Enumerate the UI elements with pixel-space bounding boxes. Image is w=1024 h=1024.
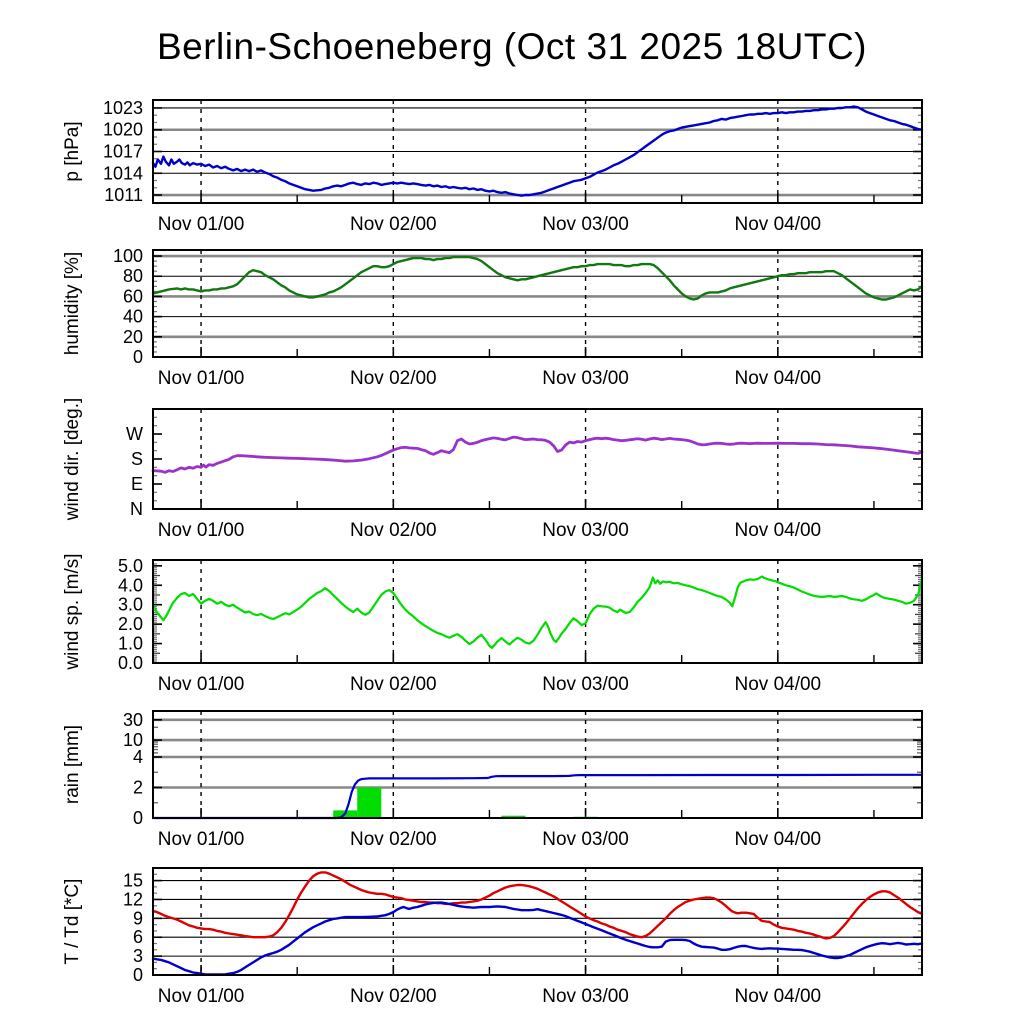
x-tick-label: Nov 04/00 [734,214,822,235]
x-tick-label: Nov 04/00 [734,829,822,850]
rain-ytick-label: 10 [122,730,143,751]
humidity-border [153,250,922,357]
temp-panel [62,868,922,1007]
wind_speed-axis-title: wind sp. [m/s] [62,553,83,670]
temp-ytick-label: 6 [132,927,143,948]
wind_speed-ytick-label: 0.0 [117,653,143,673]
temp-ytick-label: 0 [132,965,143,985]
humidity-ytick-label: 20 [122,326,143,347]
wind_speed-border [153,560,922,663]
humidity-ytick-label: 80 [122,266,143,287]
wind_dir-ytick-label: S [130,449,143,469]
temp-border [153,868,922,975]
x-tick-label: Nov 02/00 [350,214,437,235]
pressure-ytick-label: 1017 [102,141,143,162]
rain-ytick-label: 0 [132,808,143,828]
x-tick-label: Nov 02/00 [350,368,437,389]
pressure-panel [62,98,922,235]
humidity-axis-title: humidity [%] [62,251,83,356]
wind_dir-ytick-label: E [130,474,143,494]
rain-accumulated-line [153,775,922,818]
temperature-line [153,872,922,938]
wind_dir-panel [62,398,922,541]
temp-ytick-label: 12 [122,889,143,910]
wind-speed-line [153,577,922,648]
rain-border [153,711,922,818]
temp-ytick-label: 9 [132,908,143,929]
wind_speed-panel [62,553,922,695]
rain-axis-title: rain [mm] [62,724,83,805]
chart-title: Berlin-Schoeneberg (Oct 31 2025 18UTC) [156,26,868,67]
pressure-axis-title: p [hPa] [62,121,83,182]
x-tick-label: Nov 04/00 [734,986,822,1007]
wind_dir-border [153,409,922,509]
temp-axis-title: T / Td [*C] [62,878,83,965]
rain-bar [357,788,381,819]
rain-ytick-label: 30 [122,709,143,730]
x-tick-label: Nov 02/00 [350,829,437,850]
x-tick-label: Nov 04/00 [734,674,822,695]
wind_speed-ytick-label: 5.0 [117,555,143,576]
x-tick-label: Nov 02/00 [350,674,437,695]
humidity-ytick-label: 40 [122,306,143,327]
dewpoint-line [153,903,922,975]
x-tick-label: Nov 03/00 [542,214,629,235]
rain-ytick-label: 4 [132,747,143,767]
wind_dir-ytick-label: W [126,424,143,444]
x-tick-label: Nov 01/00 [157,674,245,695]
x-tick-label: Nov 03/00 [542,674,629,695]
wind_speed-ytick-label: 4.0 [117,575,143,596]
humidity-ytick-label: 60 [122,286,143,307]
x-tick-label: Nov 03/00 [542,986,629,1007]
pressure-ytick-label: 1011 [104,185,143,206]
x-tick-label: Nov 02/00 [350,986,437,1007]
humidity-panel [62,246,922,389]
x-tick-label: Nov 04/00 [734,520,822,541]
wind_speed-ytick-label: 2.0 [117,614,143,635]
x-tick-label: Nov 01/00 [157,214,245,235]
wind_dir-ytick-label: N [130,499,143,519]
pressure-ytick-label: 1020 [102,119,143,140]
x-tick-label: Nov 01/00 [157,368,245,389]
x-tick-label: Nov 02/00 [350,520,437,541]
x-tick-label: Nov 04/00 [734,368,822,389]
humidity-line [153,257,922,299]
wind_dir-axis-title: wind dir. [deg.] [62,397,83,521]
pressure-ytick-label: 1023 [102,97,143,118]
wind_speed-ytick-label: 3.0 [117,594,143,615]
x-tick-label: Nov 03/00 [542,520,629,541]
rain-panel [62,710,922,850]
temp-ytick-label: 3 [132,946,143,967]
humidity-ytick-label: 100 [112,246,143,267]
x-tick-label: Nov 03/00 [542,368,629,389]
wind-direction-line [153,437,922,472]
x-tick-label: Nov 03/00 [542,829,629,850]
pressure-ytick-label: 1014 [102,163,143,184]
wind_speed-ytick-label: 1.0 [117,633,143,654]
x-tick-label: Nov 01/00 [157,986,245,1007]
temp-ytick-label: 15 [122,870,143,891]
x-tick-label: Nov 01/00 [157,520,245,541]
humidity-ytick-label: 0 [132,347,143,367]
rain-ytick-label: 2 [132,777,143,798]
x-tick-label: Nov 01/00 [157,829,245,850]
